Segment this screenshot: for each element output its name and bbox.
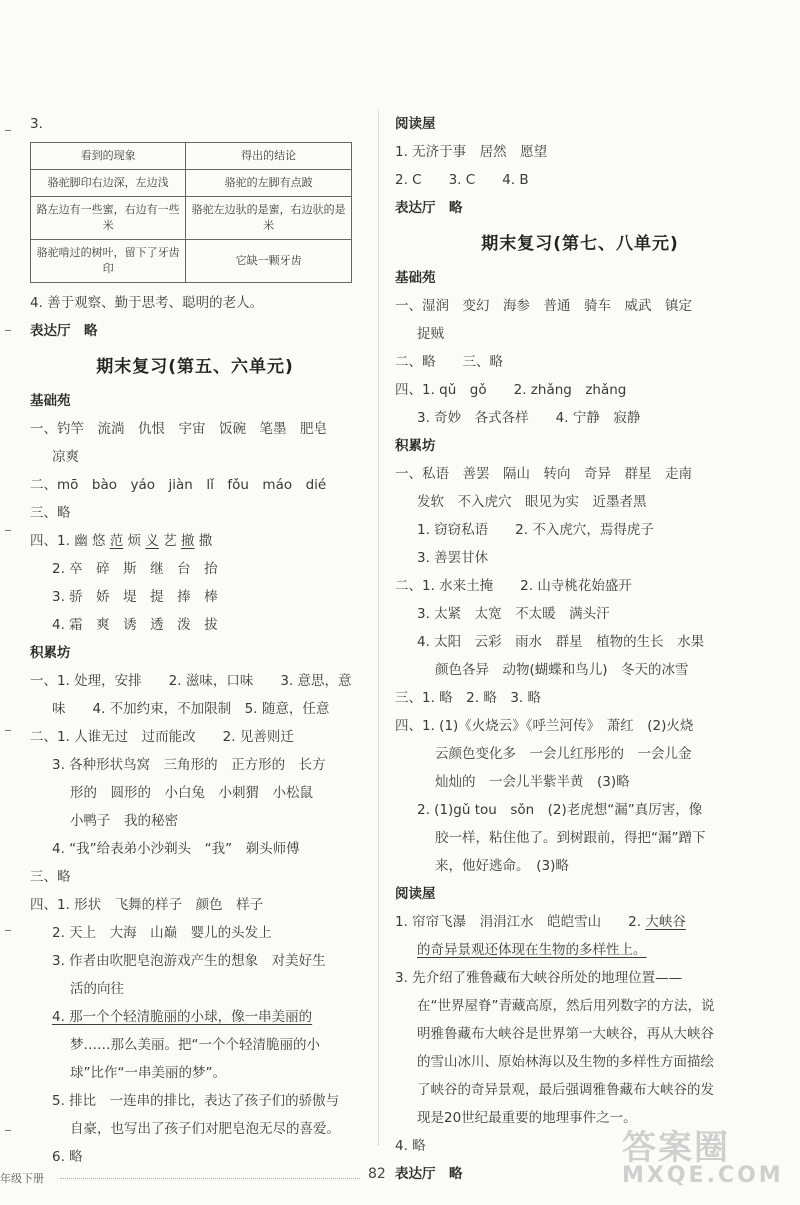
answer-line: 活的向往 — [70, 981, 124, 997]
answer-line: 1. 无济于事 居然 愿望 — [395, 144, 548, 160]
table-header: 看到的现象 — [31, 143, 186, 170]
section-label: 阅读屋 — [395, 886, 436, 902]
answer-line: 四、1. qǔ gǒ 2. zhǎng zhǎng — [395, 382, 627, 398]
section-label: 积累坊 — [395, 438, 436, 454]
binding-tick — [5, 330, 11, 331]
answer-line: 3. 各种形状鸟窝 三角形的 正方形的 长方 — [52, 757, 326, 773]
answer-line: 明雅鲁藏布大峡谷是世界第一大峡谷，再从大峡谷 — [417, 1026, 714, 1042]
answer-line: 3. 作者由吹肥皂泡游戏产生的想象 对美好生 — [52, 953, 326, 969]
answer-line: 2. C 3. C 4. B — [395, 172, 529, 188]
table-header: 得出的结论 — [186, 143, 352, 170]
watermark-text: 答案圈 — [622, 1128, 730, 1168]
table-row — [31, 240, 352, 283]
answer-line: 1. 窃窃私语 2. 不入虎穴，焉得虎子 — [417, 522, 654, 538]
underlined-word: 范 — [109, 533, 124, 549]
underlined-answer-line: 4. 那一个个轻清脆丽的小球，像一串美丽的 — [52, 1009, 313, 1025]
answer-line: 三、略 — [30, 869, 71, 885]
answer-line: 4. 霜 爽 诱 透 泼 拔 — [52, 617, 218, 633]
answer-line: 6. 略 — [52, 1149, 83, 1165]
answer-line: 三、略 — [30, 505, 71, 521]
answer-line: 现是20世纪最重要的地理事件之一。 — [417, 1110, 637, 1126]
binding-tick — [5, 1130, 11, 1131]
answer-line: 4. 善于观察、勤于思考、聪明的老人。 — [30, 295, 264, 311]
footer-dotted-rule — [60, 1178, 360, 1179]
answer-line: 4. 太阳 云彩 雨水 群星 植物的生长 水果 — [417, 634, 705, 650]
answer-line: 5. 排比 一连串的排比，表达了孩子们的骄傲与 — [52, 1093, 340, 1109]
column-divider — [378, 110, 379, 1145]
right-column — [395, 110, 765, 1188]
section-label: 表达厅 略 — [30, 323, 98, 339]
answer-line: 2. 天上 大海 山巅 婴儿的头发上 — [52, 925, 272, 941]
item-number: 四、1. — [30, 533, 70, 549]
answer-line: 三、1. 略 2. 略 3. 略 — [395, 690, 542, 706]
answer-line: 发软 不入虎穴 眼见为实 近墨者黑 — [417, 494, 647, 510]
answer-line: 3. 骄 娇 堤 提 捧 棒 — [52, 589, 218, 605]
answer-line: 一、钓竿 流淌 仇恨 宇宙 饭碗 笔墨 肥皂 — [30, 421, 327, 437]
answer-line: 颜色各异 动物(蝴蝶和鸟儿) 冬天的冰雪 — [435, 662, 689, 678]
question-3-label: 3. — [30, 116, 43, 132]
page-number: 82 — [368, 1166, 386, 1182]
answer-line: 梦……那么美丽。把“一个个轻清脆丽的小 — [70, 1037, 320, 1053]
answer-line: 了峡谷的奇异景观，最后强调雅鲁藏布大峡谷的发 — [417, 1082, 714, 1098]
section-label: 阅读屋 — [395, 116, 436, 132]
watermark-logo — [622, 1120, 792, 1200]
left-column — [30, 110, 360, 1171]
answer-line: 凉爽 — [52, 449, 79, 465]
answer-line: 来，他好逃命。 (3)略 — [435, 858, 569, 874]
answer-line: 味 4. 不加约束，不加限制 5. 随意，任意 — [52, 701, 330, 717]
word: 烦 — [127, 533, 142, 549]
table-cell: 骆驼啃过的树叶，留下了牙齿印 — [31, 240, 186, 283]
underlined-word: 撤 — [180, 533, 195, 549]
answer-line: 一、1. 处理，安排 2. 滋味，口味 3. 意思，意 — [30, 673, 352, 689]
section-label: 表达厅 略 — [395, 200, 463, 216]
watermark-url: MXQE.COM — [622, 1163, 784, 1188]
answer-line: 灿灿的 一会儿半紫半黄 (3)略 — [435, 774, 630, 790]
answer-line: 四、1. (1)《火烧云》《呼兰河传》 萧红 (2)火烧 — [395, 718, 694, 734]
table-header-row — [31, 143, 352, 170]
binding-tick — [5, 130, 11, 131]
underlined-answer-line: 的奇异景观还体现在生物的多样性上。 — [417, 942, 647, 958]
table-cell: 骆驼的左脚有点跛 — [186, 170, 352, 197]
answer-line: 的雪山冰川、原始林海以及生物的多样性方面描绘 — [417, 1054, 714, 1070]
answer-line: 3. 先介绍了雅鲁藏布大峡谷所处的地理位置—— — [395, 970, 683, 986]
table-cell: 骆驼左边驮的是蜜，右边驮的是米 — [186, 197, 352, 240]
answer-line: 自豪，也写出了孩子们对肥皂泡无尽的喜爱。 — [70, 1121, 340, 1137]
word: 撒 — [198, 533, 213, 549]
observation-table — [30, 142, 352, 283]
answer-line: 云颜色变化多 一会儿红彤彤的 一会儿金 — [435, 746, 692, 762]
answer-line: 二、略 三、略 — [395, 354, 503, 370]
binding-tick — [5, 930, 11, 931]
section-label: 积累坊 — [30, 645, 71, 661]
underlined-answer-text: 大峡谷 — [645, 914, 686, 930]
answer-line — [395, 908, 765, 936]
table-row — [31, 197, 352, 240]
answer-line: 4. “我”给表弟小沙剃头 “我” 剃头师傅 — [52, 841, 300, 857]
answer-line: 3. 奇妙 各式各样 4. 宁静 寂静 — [417, 410, 641, 426]
word: 艺 — [163, 533, 177, 549]
review-section-title: 期末复习(第五、六单元) — [96, 357, 294, 377]
answer-line: 球”比作“一串美丽的梦”。 — [70, 1065, 226, 1081]
table-row — [31, 170, 352, 197]
answer-line: 捉贼 — [417, 326, 444, 342]
grade-label: 年级下册 — [0, 1172, 44, 1185]
answer-line: 二、mō bào yáo jiàn lǐ fǒu máo dié — [30, 477, 327, 493]
answer-line: 形的 圆形的 小白兔 小刺猬 小松鼠 — [70, 785, 313, 801]
word: 幽 — [74, 533, 88, 549]
answer-text: 1. 帘帘飞瀑 涓涓江水 皑皑雪山 2. — [395, 914, 642, 930]
answer-line: 二、1. 水来土掩 2. 山寺桃花始盛开 — [395, 578, 632, 594]
answer-line — [30, 527, 360, 555]
answer-line: 二、1. 人谁无过 过而能改 2. 见善则迁 — [30, 729, 294, 745]
binding-tick — [5, 530, 11, 531]
table-cell: 它缺一颗牙齿 — [186, 240, 352, 283]
binding-tick — [5, 730, 11, 731]
answer-line: 在“世界屋脊”青藏高原，然后用列数字的方法，说 — [417, 998, 715, 1014]
answer-line: 四、1. 形状 飞舞的样子 颜色 样子 — [30, 897, 264, 913]
answer-line: 小鸭子 我的秘密 — [70, 813, 178, 829]
answer-line: 胶一样，粘住他了。到树跟前，得把“漏”蹭下 — [435, 830, 706, 846]
table-cell: 骆驼脚印右边深，左边浅 — [31, 170, 186, 197]
answer-line: 3. 太紧 太宽 不太暖 满头汗 — [417, 606, 610, 622]
answer-line: 一、湿润 变幻 海参 普通 骑车 威武 镇定 — [395, 298, 692, 314]
answer-line: 4. 略 — [395, 1138, 426, 1154]
table-cell: 路左边有一些蜜，右边有一些米 — [31, 197, 186, 240]
answer-line: 一、私语 善罢 隔山 转向 奇异 群星 走南 — [395, 466, 692, 482]
section-label: 表达厅 略 — [395, 1166, 463, 1182]
answer-line: 2. 卒 碎 斯 继 台 抬 — [52, 561, 218, 577]
underlined-word: 义 — [145, 533, 159, 549]
word: 悠 — [91, 533, 106, 549]
review-section-title: 期末复习(第七、八单元) — [481, 234, 679, 254]
section-label: 基础苑 — [30, 393, 71, 409]
section-label: 基础苑 — [395, 270, 436, 286]
answer-line: 3. 善罢甘休 — [417, 550, 489, 566]
answer-line: 2. (1)gǔ tou sǒn (2)老虎想“漏”真厉害，像 — [417, 802, 703, 818]
